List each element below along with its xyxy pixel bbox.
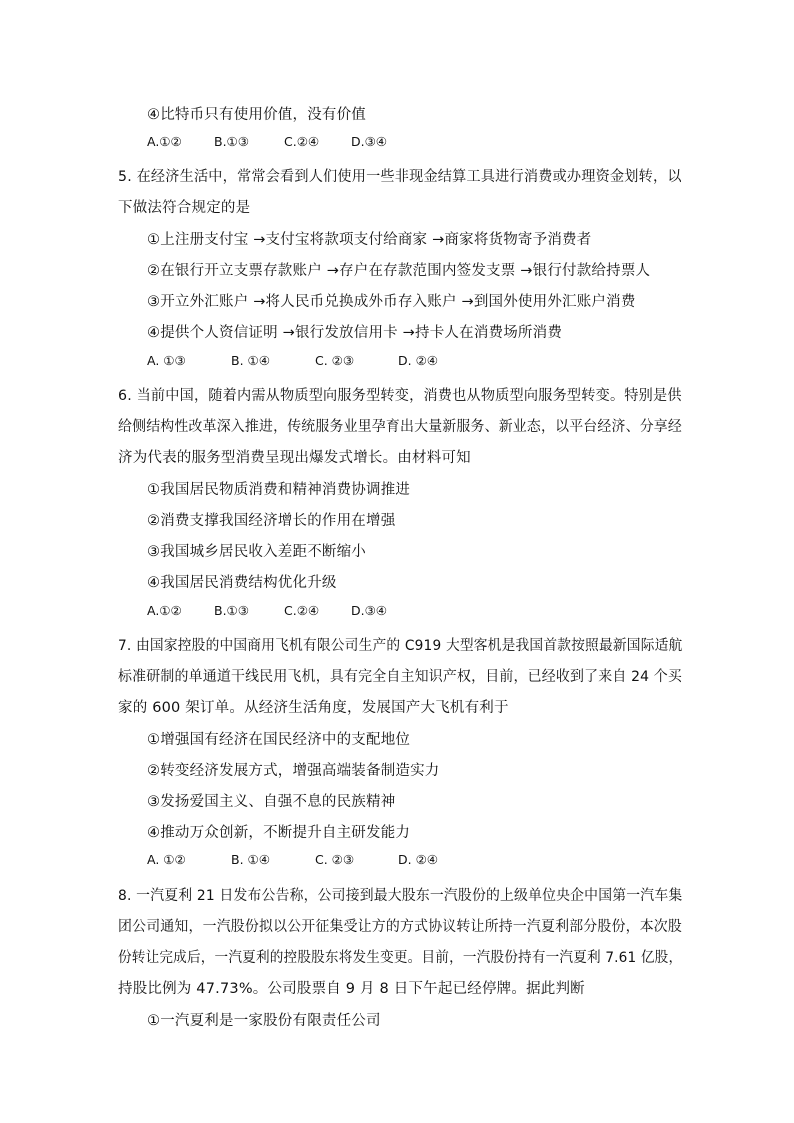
- q7-choice-a: A. ①②: [147, 852, 186, 867]
- q4-choice-b: B.①③: [214, 134, 249, 149]
- q5-option-2: ②在银行开立支票存款账户 →存户在存款范围内签发支票 →银行付款给持票人: [147, 263, 651, 279]
- q7-choice-b: B. ①④: [231, 852, 270, 867]
- q5-stem-line-2: 下做法符合规定的是: [118, 200, 251, 216]
- q4-choices: [147, 134, 387, 149]
- q5-choices: [147, 353, 438, 368]
- q7-option-3: ③发扬爱国主义、自强不息的民族精神: [147, 794, 396, 810]
- q5-option-1: ①上注册支付宝 →支付宝将款项支付给商家 →商家将货物寄予消费者: [147, 232, 592, 248]
- q6-stem-line-3: 济为代表的服务型消费呈现出爆发式增长。由材料可知: [118, 450, 471, 466]
- q5-option-4: ④提供个人资信证明 →银行发放信用卡 →持卡人在消费场所消费: [147, 325, 563, 341]
- q7-option-1: ①增强国有经济在国民经济中的支配地位: [147, 732, 411, 748]
- q8-option-1: ①一汽夏利是一家股份有限责任公司: [147, 1013, 381, 1029]
- q7-choice-c: C. ②③: [315, 852, 355, 867]
- q5-choice-d: D. ②④: [398, 353, 438, 368]
- q4-choice-d: D.③④: [351, 134, 388, 149]
- q6-stem-line-1: 6. 当前中国，随着内需从物质型向服务型转变，消费也从物质型向服务型转变。特别是供: [118, 388, 682, 404]
- q7-stem-line-2: 标准研制的单通道干线民用飞机，具有完全自主知识产权，目前，已经收到了来自 24 个买: [118, 669, 683, 685]
- q6-option-3: ③我国城乡居民收入差距不断缩小: [147, 544, 366, 560]
- q6-choice-a: A.①②: [147, 603, 182, 618]
- q5-choice-c: C. ②③: [315, 353, 355, 368]
- q4-choice-a: A.①②: [147, 134, 182, 149]
- q7-stem-line-3: 家的 600 架订单。从经济生活角度，发展国产大飞机有利于: [118, 700, 509, 716]
- q7-choice-d: D. ②④: [398, 852, 438, 867]
- q6-choice-d: D.③④: [351, 603, 388, 618]
- q5-stem-line-1: 5. 在经济生活中，常常会看到人们使用一些非现金结算工具进行消费或办理资金划转，以: [118, 169, 682, 185]
- q5-choice-a: A. ①③: [147, 353, 186, 368]
- q7-option-4: ④推动万众创新，不断提升自主研发能力: [147, 825, 411, 841]
- q8-stem-line-4: 持股比例为 47.73%。公司股票自 9 月 8 日下午起已经停牌。据此判断: [118, 981, 585, 997]
- q5-option-3: ③开立外汇账户 →将人民币兑换成外币存入账户 →到国外使用外汇账户消费: [147, 294, 636, 310]
- q7-option-2: ②转变经济发展方式，增强高端装备制造实力: [147, 763, 440, 779]
- q4-choice-c: C.②④: [284, 134, 320, 149]
- q6-stem-line-2: 给侧结构性改革深入推进，传统服务业里孕育出大量新服务、新业态，以平台经济、分享经: [118, 419, 683, 435]
- q6-option-1: ①我国居民物质消费和精神消费协调推进: [147, 482, 411, 498]
- q6-option-2: ②消费支撑我国经济增长的作用在增强: [147, 513, 396, 529]
- q7-stem-line-1: 7. 由国家控股的中国商用飞机有限公司生产的 C919 大型客机是我国首款按照最新国际适航: [118, 638, 683, 654]
- q6-option-4: ④我国居民消费结构优化升级: [147, 575, 337, 591]
- q6-choice-b: B.①③: [214, 603, 249, 618]
- q8-stem-line-1: 8. 一汽夏利 21 日发布公告称，公司接到最大股东一汽股份的上级单位央企中国第一汽车集: [118, 888, 683, 904]
- q8-stem-line-2: 团公司通知，一汽股份拟以公开征集受让方的方式协议转让所持一汽夏利部分股份，本次股: [118, 919, 683, 935]
- q6-choices: [147, 603, 387, 618]
- q7-choices: [147, 852, 438, 867]
- q4-option-4: ④比特币只有使用价值，没有价值: [147, 107, 366, 123]
- q8-stem-line-3: 份转让完成后，一汽夏利的控股股东将发生变更。目前，一汽股份持有一汽夏利 7.61 亿股，: [118, 950, 683, 966]
- q6-choice-c: C.②④: [284, 603, 320, 618]
- q5-choice-b: B. ①④: [231, 353, 270, 368]
